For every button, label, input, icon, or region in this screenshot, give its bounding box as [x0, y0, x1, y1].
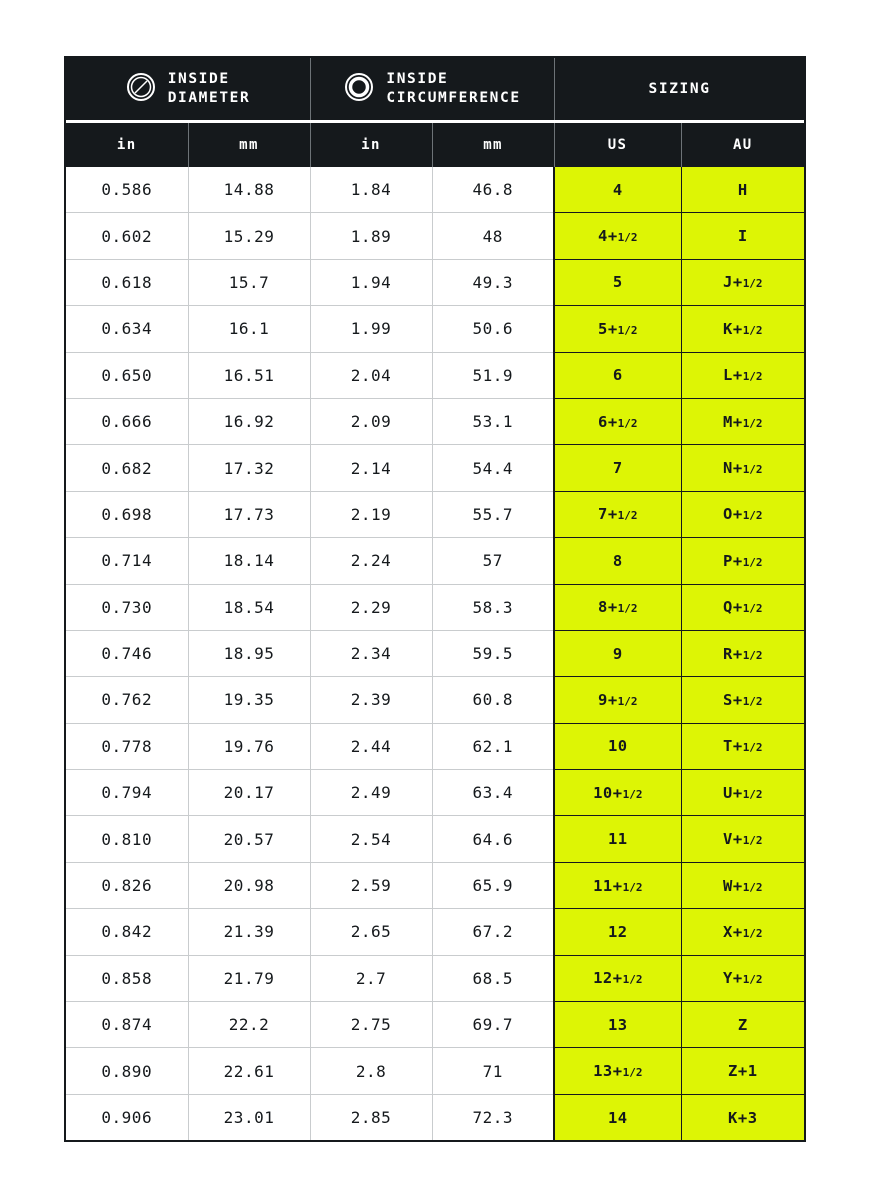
table-row	[66, 630, 804, 676]
table-row	[66, 1094, 804, 1140]
cell-circumference-mm: 63.4	[432, 770, 554, 816]
cell-size-au: S+1/2	[681, 677, 804, 723]
cell-circumference-in: 2.8	[310, 1048, 432, 1094]
cell-diameter-in: 0.794	[66, 770, 188, 816]
cell-diameter-mm: 14.88	[188, 167, 310, 213]
cell-size-au: Q+1/2	[681, 584, 804, 630]
cell-diameter-mm: 22.61	[188, 1048, 310, 1094]
cell-circumference-in: 1.89	[310, 213, 432, 259]
cell-diameter-in: 0.746	[66, 630, 188, 676]
table-body	[66, 167, 804, 1140]
cell-size-us: 10+1/2	[554, 770, 681, 816]
column-header-circumference-in: in	[310, 122, 432, 168]
cell-circumference-mm: 72.3	[432, 1094, 554, 1140]
cell-diameter-in: 0.906	[66, 1094, 188, 1140]
cell-diameter-in: 0.666	[66, 398, 188, 444]
cell-diameter-mm: 20.98	[188, 862, 310, 908]
cell-circumference-in: 2.54	[310, 816, 432, 862]
table-row	[66, 723, 804, 769]
cell-size-au: X+1/2	[681, 909, 804, 955]
cell-circumference-mm: 46.8	[432, 167, 554, 213]
cell-diameter-in: 0.650	[66, 352, 188, 398]
cell-size-au: I	[681, 213, 804, 259]
table-row	[66, 584, 804, 630]
cell-diameter-mm: 16.51	[188, 352, 310, 398]
cell-circumference-mm: 50.6	[432, 306, 554, 352]
cell-size-us: 7	[554, 445, 681, 491]
cell-diameter-mm: 22.2	[188, 1002, 310, 1048]
cell-diameter-in: 0.762	[66, 677, 188, 723]
cell-diameter-mm: 23.01	[188, 1094, 310, 1140]
cell-circumference-in: 2.29	[310, 584, 432, 630]
cell-size-au: U+1/2	[681, 770, 804, 816]
cell-size-us: 10	[554, 723, 681, 769]
table-row	[66, 445, 804, 491]
table-row	[66, 491, 804, 537]
column-header-diameter-in: in	[66, 122, 188, 168]
cell-size-us: 14	[554, 1094, 681, 1140]
cell-size-us: 4+1/2	[554, 213, 681, 259]
cell-diameter-in: 0.714	[66, 538, 188, 584]
cell-diameter-mm: 20.17	[188, 770, 310, 816]
cell-circumference-in: 2.04	[310, 352, 432, 398]
cell-diameter-in: 0.890	[66, 1048, 188, 1094]
cell-diameter-mm: 15.7	[188, 259, 310, 305]
cell-diameter-mm: 21.39	[188, 909, 310, 955]
cell-diameter-in: 0.682	[66, 445, 188, 491]
cell-size-us: 13	[554, 1002, 681, 1048]
cell-circumference-mm: 67.2	[432, 909, 554, 955]
header-group-inside-circumference	[310, 58, 554, 122]
table-row	[66, 909, 804, 955]
cell-size-us: 8	[554, 538, 681, 584]
cell-circumference-mm: 48	[432, 213, 554, 259]
cell-size-au: V+1/2	[681, 816, 804, 862]
cell-circumference-mm: 51.9	[432, 352, 554, 398]
cell-diameter-in: 0.634	[66, 306, 188, 352]
table-row	[66, 862, 804, 908]
size-chart-table	[66, 58, 804, 1140]
cell-circumference-in: 2.24	[310, 538, 432, 584]
cell-circumference-mm: 69.7	[432, 1002, 554, 1048]
cell-diameter-in: 0.874	[66, 1002, 188, 1048]
table-row	[66, 306, 804, 352]
header-line-1: INSIDE	[386, 71, 449, 88]
cell-circumference-mm: 58.3	[432, 584, 554, 630]
cell-diameter-mm: 19.76	[188, 723, 310, 769]
ring-inside-circumference-icon	[344, 72, 374, 106]
column-header-circumference-mm: mm	[432, 122, 554, 168]
cell-size-au: N+1/2	[681, 445, 804, 491]
cell-size-us: 6	[554, 352, 681, 398]
cell-size-us: 9	[554, 630, 681, 676]
table-row	[66, 1048, 804, 1094]
cell-size-us: 9+1/2	[554, 677, 681, 723]
cell-circumference-in: 2.39	[310, 677, 432, 723]
header-group-label	[386, 70, 520, 107]
cell-size-us: 7+1/2	[554, 491, 681, 537]
cell-diameter-in: 0.730	[66, 584, 188, 630]
table-row	[66, 538, 804, 584]
header-line-2: CIRCUMFERENCE	[386, 90, 521, 106]
cell-diameter-in: 0.842	[66, 909, 188, 955]
cell-size-au: Z+1	[681, 1048, 804, 1094]
cell-size-us: 5+1/2	[554, 306, 681, 352]
cell-circumference-in: 2.75	[310, 1002, 432, 1048]
cell-circumference-mm: 57	[432, 538, 554, 584]
cell-circumference-in: 2.85	[310, 1094, 432, 1140]
cell-diameter-in: 0.858	[66, 955, 188, 1001]
cell-circumference-in: 2.7	[310, 955, 432, 1001]
cell-diameter-in: 0.698	[66, 491, 188, 537]
cell-size-us: 8+1/2	[554, 584, 681, 630]
cell-diameter-in: 0.826	[66, 862, 188, 908]
cell-size-au: Z	[681, 1002, 804, 1048]
ring-size-chart	[64, 56, 806, 1142]
header-line-2: DIAMETER	[167, 90, 251, 106]
header-group-inside-diameter	[66, 58, 310, 122]
cell-diameter-mm: 18.54	[188, 584, 310, 630]
cell-circumference-mm: 60.8	[432, 677, 554, 723]
cell-size-us: 12	[554, 909, 681, 955]
cell-circumference-in: 2.34	[310, 630, 432, 676]
column-header-diameter-mm: mm	[188, 122, 310, 168]
table-row	[66, 167, 804, 213]
cell-diameter-mm: 18.14	[188, 538, 310, 584]
cell-circumference-mm: 53.1	[432, 398, 554, 444]
cell-diameter-mm: 20.57	[188, 816, 310, 862]
cell-circumference-mm: 68.5	[432, 955, 554, 1001]
cell-diameter-mm: 15.29	[188, 213, 310, 259]
cell-circumference-mm: 49.3	[432, 259, 554, 305]
table-row	[66, 955, 804, 1001]
header-group-sizing	[554, 58, 804, 122]
table-row	[66, 770, 804, 816]
cell-circumference-mm: 65.9	[432, 862, 554, 908]
cell-circumference-in: 2.65	[310, 909, 432, 955]
cell-circumference-in: 2.44	[310, 723, 432, 769]
cell-size-us: 11	[554, 816, 681, 862]
cell-diameter-in: 0.618	[66, 259, 188, 305]
cell-size-us: 12+1/2	[554, 955, 681, 1001]
cell-circumference-mm: 55.7	[432, 491, 554, 537]
header-group-label: SIZING	[648, 80, 711, 97]
cell-size-us: 13+1/2	[554, 1048, 681, 1094]
table-row	[66, 352, 804, 398]
table-row	[66, 816, 804, 862]
cell-size-us: 6+1/2	[554, 398, 681, 444]
cell-size-au: W+1/2	[681, 862, 804, 908]
table-row	[66, 213, 804, 259]
cell-circumference-mm: 59.5	[432, 630, 554, 676]
cell-size-au: P+1/2	[681, 538, 804, 584]
cell-size-au: M+1/2	[681, 398, 804, 444]
cell-diameter-in: 0.810	[66, 816, 188, 862]
cell-circumference-in: 1.94	[310, 259, 432, 305]
cell-size-au: H	[681, 167, 804, 213]
table-row	[66, 398, 804, 444]
cell-circumference-in: 1.84	[310, 167, 432, 213]
table-row	[66, 1002, 804, 1048]
cell-diameter-mm: 19.35	[188, 677, 310, 723]
cell-diameter-mm: 17.32	[188, 445, 310, 491]
cell-size-au: K+3	[681, 1094, 804, 1140]
cell-circumference-in: 2.14	[310, 445, 432, 491]
table-header-groups	[66, 58, 804, 122]
cell-size-au: T+1/2	[681, 723, 804, 769]
cell-diameter-mm: 16.92	[188, 398, 310, 444]
cell-diameter-mm: 17.73	[188, 491, 310, 537]
table-header-units	[66, 122, 804, 168]
cell-diameter-in: 0.586	[66, 167, 188, 213]
cell-circumference-mm: 54.4	[432, 445, 554, 491]
cell-circumference-in: 1.99	[310, 306, 432, 352]
column-header-size-au: AU	[681, 122, 804, 168]
cell-size-us: 4	[554, 167, 681, 213]
cell-circumference-in: 2.49	[310, 770, 432, 816]
cell-circumference-mm: 62.1	[432, 723, 554, 769]
header-line-1: INSIDE	[167, 71, 230, 88]
cell-diameter-mm: 16.1	[188, 306, 310, 352]
header-group-label	[168, 70, 251, 107]
cell-size-au: R+1/2	[681, 630, 804, 676]
cell-circumference-mm: 64.6	[432, 816, 554, 862]
cell-circumference-mm: 71	[432, 1048, 554, 1094]
cell-size-au: J+1/2	[681, 259, 804, 305]
table-row	[66, 677, 804, 723]
cell-size-au: L+1/2	[681, 352, 804, 398]
ring-inside-diameter-icon	[126, 72, 156, 106]
column-header-size-us: US	[554, 122, 681, 168]
cell-diameter-in: 0.602	[66, 213, 188, 259]
cell-diameter-mm: 21.79	[188, 955, 310, 1001]
cell-size-us: 5	[554, 259, 681, 305]
cell-size-us: 11+1/2	[554, 862, 681, 908]
cell-size-au: K+1/2	[681, 306, 804, 352]
cell-diameter-mm: 18.95	[188, 630, 310, 676]
cell-size-au: Y+1/2	[681, 955, 804, 1001]
cell-diameter-in: 0.778	[66, 723, 188, 769]
cell-circumference-in: 2.59	[310, 862, 432, 908]
cell-circumference-in: 2.09	[310, 398, 432, 444]
cell-circumference-in: 2.19	[310, 491, 432, 537]
table-row	[66, 259, 804, 305]
cell-size-au: O+1/2	[681, 491, 804, 537]
